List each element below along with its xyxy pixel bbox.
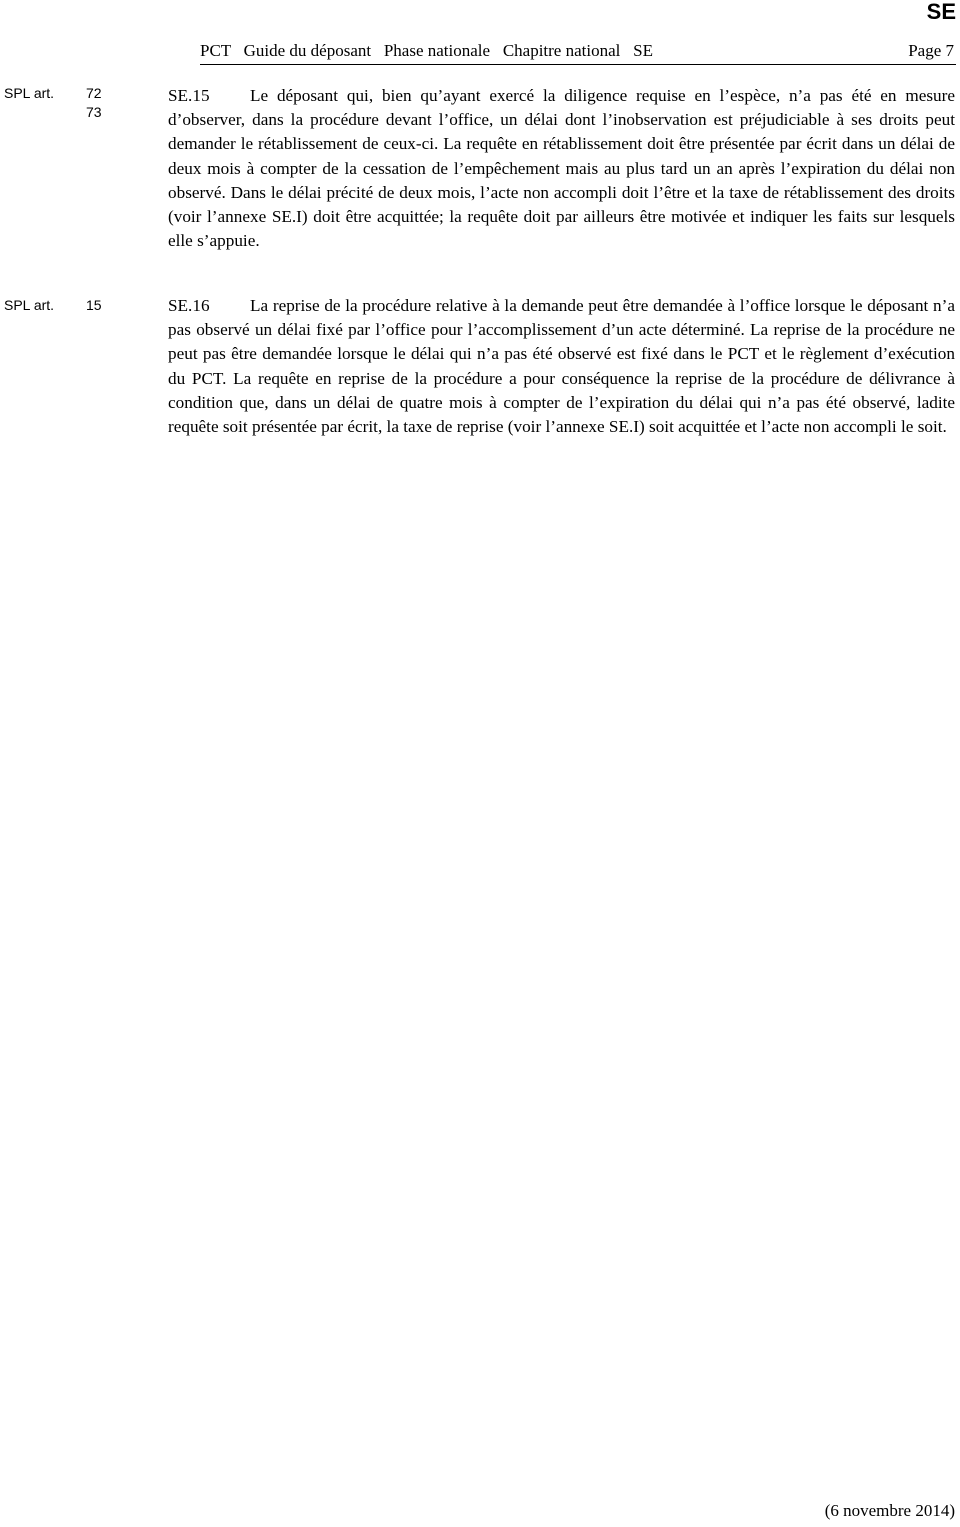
paragraph-number: SE.15 (168, 86, 210, 105)
reference-number: 73 (86, 104, 102, 120)
header-title: PCT Guide du déposant Phase nationale Chapitre national SE (200, 41, 653, 60)
paragraph-number: SE.16 (168, 296, 210, 315)
reference-label: SPL art. (4, 85, 55, 101)
reference-numbers (86, 84, 102, 122)
margin-reference-se15 (4, 84, 102, 122)
reference-numbers (86, 296, 102, 315)
reference-number: 15 (86, 297, 102, 313)
paragraph-se16 (168, 294, 955, 439)
reference-label: SPL art. (4, 297, 55, 313)
page-header (200, 40, 956, 65)
footer-date: (6 novembre 2014) (824, 1501, 955, 1520)
page-number: Page 7 (908, 41, 954, 60)
paragraph-text: Le déposant qui, bien qu’ayant exercé la diligence requise en l’espèce, n’a pas été en mesure d’observer, dans la procédure devant l’office, un délai dont l’inobservation est préjudiciable à ses droits peut demander le rétablissement de ceux-ci. La requête en rétablissement doit être présentée par écrit dans un délai de deux mois à compter de la cessation de l’empêchement mais au plus tard un an après l’expiration du délai non observé. Dans le délai précité de deux mois, l’acte non accompli doit l’être et la taxe de rétablissement des droits (voir l’annexe SE.I) doit être acquittée; la requête doit par ailleurs être motivée et indiquer les faits sur lesquels elle s’appuie. (168, 86, 955, 251)
margin-reference-se16 (4, 296, 102, 315)
section-tag: SE (926, 0, 956, 24)
paragraph-se15 (168, 84, 955, 253)
reference-number: 72 (86, 85, 102, 101)
paragraph-text: La reprise de la procédure relative à la demande peut être demandée à l’office lorsque le déposant n’a pas observé un délai fixé par l’office pour l’accomplissement d’un acte déterminé. La reprise de la procédure ne peut pas être demandée lorsque le délai qui n’a pas été observé est fixé dans le PCT et le règlement d’exécution du PCT. La requête en reprise de la procédure a pour conséquence la reprise de la procédure de délivrance à condition que, dans un délai de quatre mois à compter de l’expiration du délai qui n’a pas été observé, ladite requête soit présentée par écrit, la taxe de reprise (voir l’annexe SE.I) soit acquittée et l’acte non accompli le soit. (168, 296, 955, 437)
